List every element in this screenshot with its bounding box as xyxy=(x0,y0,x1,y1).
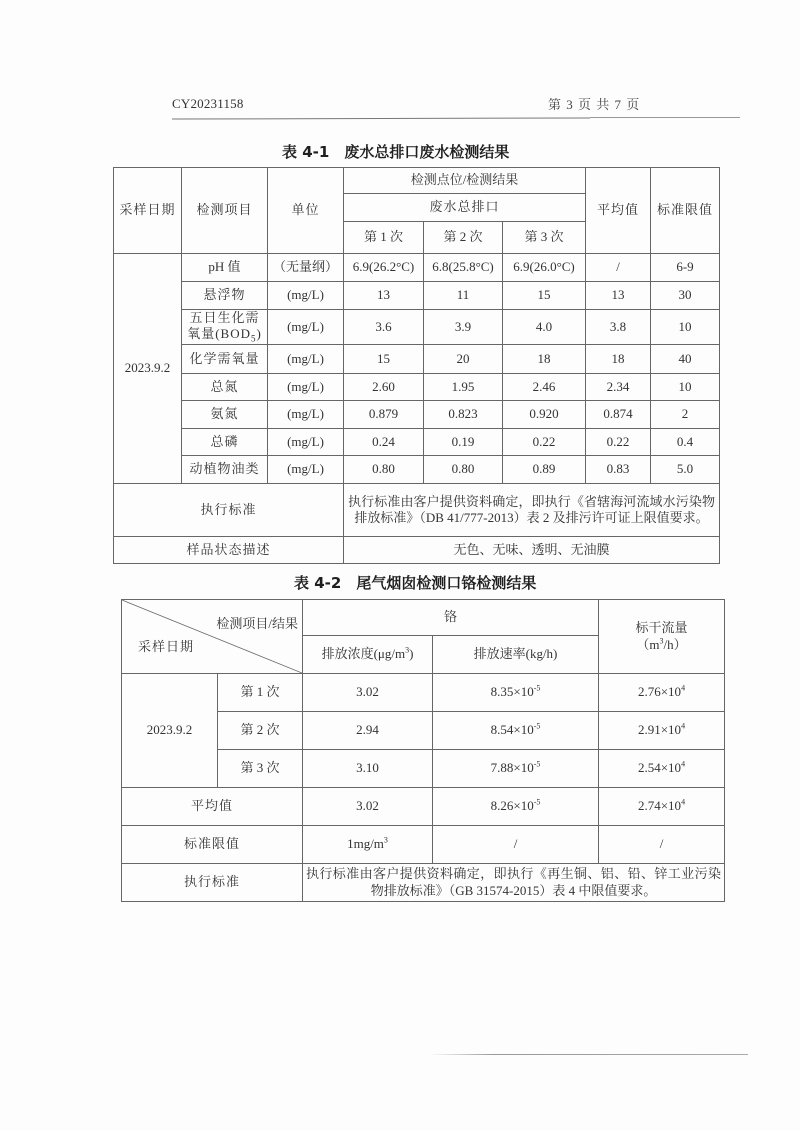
flow-exp: 4 xyxy=(681,760,686,770)
run-2-value: 0.19 xyxy=(424,429,503,456)
flow-value xyxy=(599,674,725,712)
limit-label: 标准限值 xyxy=(122,826,303,864)
table-row xyxy=(114,429,720,456)
header-run-2: 第 2 次 xyxy=(424,222,503,254)
table-row xyxy=(114,310,720,345)
header-concentration xyxy=(303,636,433,674)
item-unit: (mg/L) xyxy=(268,310,344,345)
table-row xyxy=(114,456,720,484)
limit-conc-sup: 3 xyxy=(383,836,388,846)
rate-base: 8.54×10 xyxy=(490,722,534,738)
run-2-value: 1.95 xyxy=(424,374,503,401)
limit-value: 40 xyxy=(651,345,720,374)
item-unit: (mg/L) xyxy=(268,374,344,401)
table-row xyxy=(114,254,720,282)
run-1-value: 2.60 xyxy=(344,374,424,401)
limit-row xyxy=(122,826,725,864)
item-name: 总氮 xyxy=(182,374,268,401)
limit-value: 6-9 xyxy=(651,254,720,282)
item-name: 氨氮 xyxy=(182,401,268,429)
header-rule xyxy=(172,117,590,119)
run-3-value: 15 xyxy=(503,282,586,310)
average-value: 0.22 xyxy=(586,429,651,456)
run-2-value: 0.80 xyxy=(424,456,503,484)
item-name-end: ) xyxy=(256,325,262,341)
header-run-3: 第 3 次 xyxy=(503,222,586,254)
flow-unit-sup: 3 xyxy=(659,636,664,646)
run-3-value: 18 xyxy=(503,345,586,374)
page-number: 第 3 页 共 7 页 xyxy=(548,97,640,112)
run-2-value: 3.9 xyxy=(424,310,503,345)
rate-base: 8.26×10 xyxy=(490,798,534,814)
limit-flow: / xyxy=(599,826,725,864)
run-1-value: 0.80 xyxy=(344,456,424,484)
run-3-value: 0.22 xyxy=(503,429,586,456)
limit-value: 10 xyxy=(651,310,720,345)
flow-base: 2.74×10 xyxy=(637,798,682,814)
average-value: 0.83 xyxy=(586,456,651,484)
run-3-value: 6.9(26.0°C) xyxy=(503,254,586,282)
run-label: 第 3 次 xyxy=(218,750,303,788)
chromium-results-table xyxy=(121,599,725,902)
conc-end: ) xyxy=(409,646,414,662)
rate-value xyxy=(433,674,599,712)
flow-base: 2.76×10 xyxy=(637,684,682,700)
diagonal-header-cell xyxy=(122,600,303,674)
rate-exp: -5 xyxy=(533,722,541,732)
header-location: 废水总排口 xyxy=(344,194,586,222)
run-label: 第 1 次 xyxy=(218,674,303,712)
run-3-value: 2.46 xyxy=(503,374,586,401)
rate-exp: -5 xyxy=(533,760,541,770)
avg-rate xyxy=(433,788,599,826)
standard-label: 执行标准 xyxy=(122,864,303,902)
flow-label: 标干流量 xyxy=(635,620,688,636)
average-value: 18 xyxy=(586,345,651,374)
conc-value: 2.94 xyxy=(303,712,433,750)
run-2-value: 0.823 xyxy=(424,401,503,429)
header-flow xyxy=(599,600,725,674)
limit-conc xyxy=(303,826,433,864)
footer-rule xyxy=(430,1054,748,1055)
header-run-1: 第 1 次 xyxy=(344,222,424,254)
limit-value: 30 xyxy=(651,282,720,310)
average-value: 3.8 xyxy=(586,310,651,345)
rate-value xyxy=(433,712,599,750)
item-name: 动植物油类 xyxy=(182,456,268,484)
limit-value: 5.0 xyxy=(651,456,720,484)
flow-base: 2.54×10 xyxy=(637,760,682,776)
item-unit: (mg/L) xyxy=(268,456,344,484)
rate-exp: -5 xyxy=(533,798,541,808)
sample-state-text: 无色、无味、透明、无油膜 xyxy=(344,537,720,564)
item-name-line1: 五日生化需 xyxy=(189,310,260,325)
item-name: pH 值 xyxy=(182,254,268,282)
item-unit: (mg/L) xyxy=(268,429,344,456)
average-value: / xyxy=(586,254,651,282)
run-2-value: 20 xyxy=(424,345,503,374)
avg-flow xyxy=(599,788,725,826)
run-1-value: 0.879 xyxy=(344,401,424,429)
limit-conc-base: 1mg/m xyxy=(347,836,384,852)
item-subscript: 5 xyxy=(250,333,257,344)
sampling-date: 2023.9.2 xyxy=(114,254,182,484)
document-code: CY20231158 xyxy=(172,96,244,111)
conc-value: 3.10 xyxy=(303,750,433,788)
flow-value xyxy=(599,750,725,788)
run-2-value: 11 xyxy=(424,282,503,310)
standard-text: 执行标准由客户提供资料确定，即执行《再生铜、铝、铅、锌工业污染物排放标准》（GB 31574-2015）表 4 中限值要求。 xyxy=(303,864,725,902)
limit-value: 10 xyxy=(651,374,720,401)
table-row xyxy=(114,401,720,429)
flow-exp: 4 xyxy=(681,722,686,732)
item-name: 化学需氧量 xyxy=(182,345,268,374)
diag-header-top: 检测项目/结果 xyxy=(216,616,298,631)
item-unit: （无量纲） xyxy=(268,254,344,282)
run-3-value: 0.89 xyxy=(503,456,586,484)
flow-base: 2.91×10 xyxy=(637,722,682,738)
header-rate: 排放速率(kg/h) xyxy=(433,636,599,674)
wastewater-results-table xyxy=(113,167,720,564)
average-value: 13 xyxy=(586,282,651,310)
standard-label: 执行标准 xyxy=(114,484,344,537)
sampling-date: 2023.9.2 xyxy=(122,674,218,788)
run-3-value: 4.0 xyxy=(503,310,586,345)
item-unit: (mg/L) xyxy=(268,345,344,374)
item-name: 总磷 xyxy=(182,429,268,456)
header-limit: 标准限值 xyxy=(651,168,720,254)
run-1-value: 3.6 xyxy=(344,310,424,345)
run-label: 第 2 次 xyxy=(218,712,303,750)
sample-state-label: 样品状态描述 xyxy=(114,537,344,564)
conc-sup: 3 xyxy=(405,646,410,656)
table2-title: 表 4-2 尾气烟囱检测口铬检测结果 xyxy=(294,574,537,592)
flow-unit-a: （m xyxy=(636,636,660,652)
average-row xyxy=(122,788,725,826)
run-3-value: 0.920 xyxy=(503,401,586,429)
average-label: 平均值 xyxy=(122,788,303,826)
table-row xyxy=(114,282,720,310)
header-sampling-date: 采样日期 xyxy=(114,168,182,254)
header-average: 平均值 xyxy=(586,168,651,254)
rate-base: 7.88×10 xyxy=(490,760,534,776)
flow-exp: 4 xyxy=(681,684,686,694)
average-value: 2.34 xyxy=(586,374,651,401)
flow-value xyxy=(599,712,725,750)
item-unit: (mg/L) xyxy=(268,282,344,310)
limit-rate: / xyxy=(433,826,599,864)
avg-conc: 3.02 xyxy=(303,788,433,826)
rate-exp: -5 xyxy=(533,684,541,694)
header-rule-right xyxy=(590,117,740,118)
table-row xyxy=(114,345,720,374)
header-group: 检测点位/检测结果 xyxy=(344,168,586,194)
item-unit: (mg/L) xyxy=(268,401,344,429)
diagonal-line xyxy=(122,600,302,673)
item-name-line2: 氧量(BOD xyxy=(187,325,251,341)
limit-value: 0.4 xyxy=(651,429,720,456)
conc-value: 3.02 xyxy=(303,674,433,712)
flow-unit-b: /h） xyxy=(663,636,687,652)
limit-value: 2 xyxy=(651,401,720,429)
table-row xyxy=(122,674,725,712)
run-1-value: 0.24 xyxy=(344,429,424,456)
header-unit: 单位 xyxy=(268,168,344,254)
header-test-item: 检测项目 xyxy=(182,168,268,254)
item-name: 悬浮物 xyxy=(182,282,268,310)
run-1-value: 13 xyxy=(344,282,424,310)
table1-title: 表 4-1 废水总排口废水检测结果 xyxy=(282,143,510,161)
standard-text: 执行标准由客户提供资料确定，即执行《省辖海河流域水污染物排放标准》（DB 41/777-2013）表 2 及排污许可证上限值要求。 xyxy=(344,484,720,537)
diag-header-bottom: 采样日期 xyxy=(138,638,195,654)
run-1-value: 15 xyxy=(344,345,424,374)
rate-value xyxy=(433,750,599,788)
table-row xyxy=(114,374,720,401)
run-2-value: 6.8(25.8°C) xyxy=(424,254,503,282)
item-name xyxy=(182,310,268,345)
run-1-value: 6.9(26.2°C) xyxy=(344,254,424,282)
flow-exp: 4 xyxy=(681,798,686,808)
conc-label: 排放浓度(μg/m xyxy=(321,646,406,662)
header-chromium: 铬 xyxy=(303,600,599,636)
rate-base: 8.35×10 xyxy=(490,684,534,700)
average-value: 0.874 xyxy=(586,401,651,429)
